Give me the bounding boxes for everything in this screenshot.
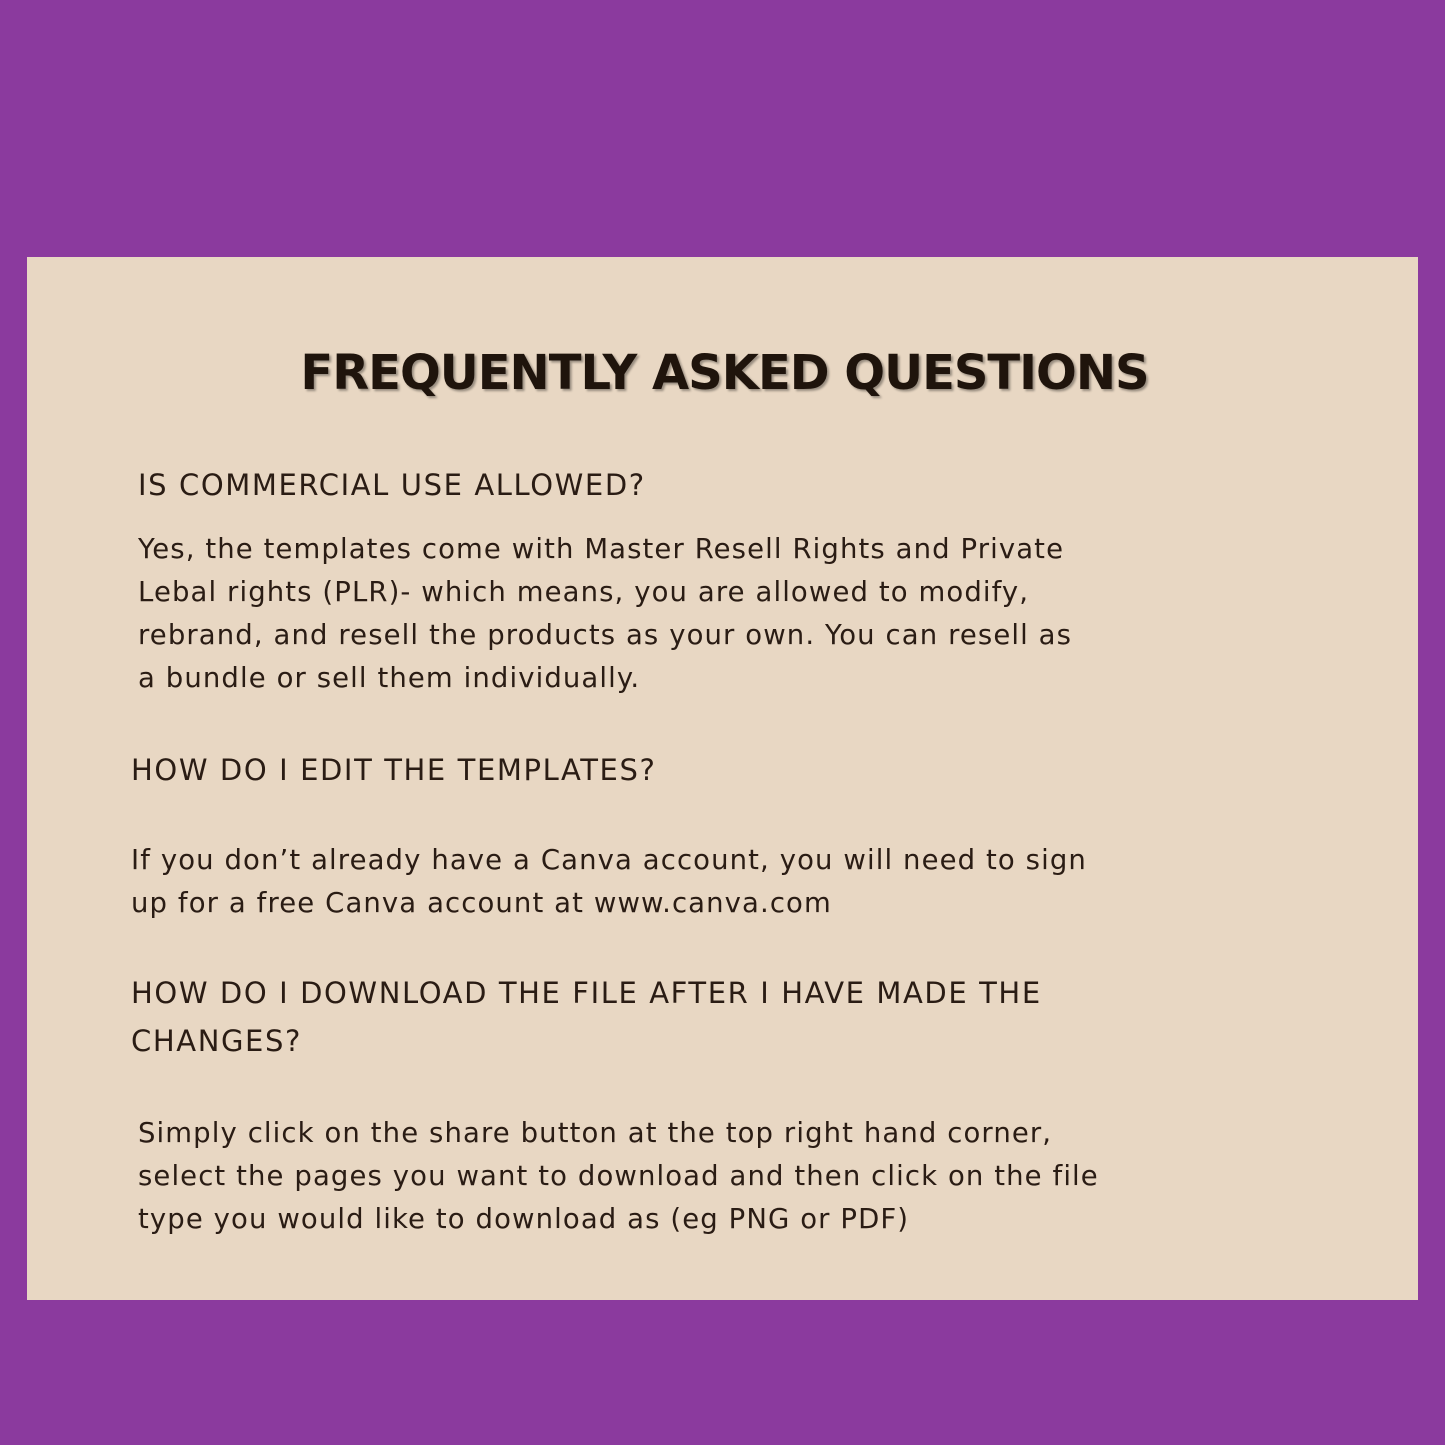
answer-line: a bundle or sell them individually. xyxy=(138,662,641,694)
page-title: FREQUENTLY ASKED QUESTIONS xyxy=(300,345,1149,401)
answer-line: Yes, the templates come with Master Resell Rights and Private xyxy=(138,533,1065,565)
question-line: HOW DO I DOWNLOAD THE FILE AFTER I HAVE MADE THE xyxy=(131,976,1042,1010)
faq-card xyxy=(27,257,1418,1300)
answer-line: Lebal rights (PLR)- which means, you are allowed to modify, xyxy=(138,576,1030,608)
answer-line: up for a free Canva account at www.canva.com xyxy=(131,887,832,919)
answer-line: Simply click on the share button at the top right hand corner, xyxy=(138,1117,1053,1149)
faq-question-edit-templates: HOW DO I EDIT THE TEMPLATES? xyxy=(131,753,657,787)
faq-question-download-file xyxy=(131,969,1131,1065)
faq-answer-download-file xyxy=(138,1112,1218,1241)
answer-line: rebrand, and resell the products as your own. You can resell as xyxy=(138,619,1073,651)
faq-answer-commercial-use xyxy=(138,528,1218,700)
faq-answer-edit-templates xyxy=(131,839,1211,925)
answer-line: type you would like to download as (eg PNG or PDF) xyxy=(138,1203,910,1235)
faq-question-commercial-use: IS COMMERCIAL USE ALLOWED? xyxy=(138,468,646,502)
answer-line: If you don’t already have a Canva account, you will need to sign xyxy=(131,844,1087,876)
answer-line: select the pages you want to download and then click on the file xyxy=(138,1160,1099,1192)
question-line: CHANGES? xyxy=(131,1024,302,1058)
